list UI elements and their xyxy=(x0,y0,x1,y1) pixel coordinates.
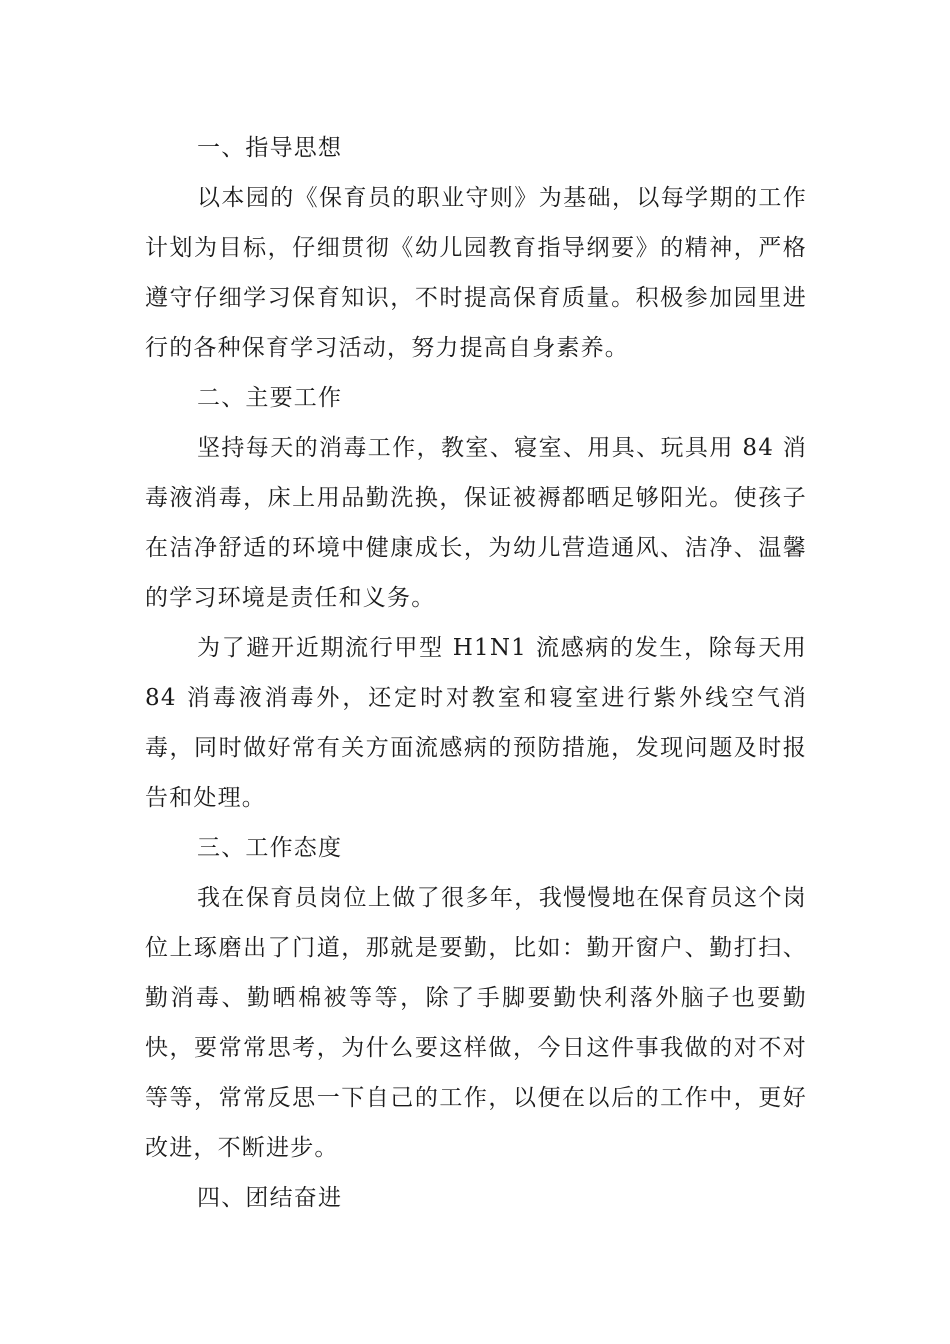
paragraph-disinfection: 坚持每天的消毒工作，教室、寝室、用具、玩具用 84 消毒液消毒，床上用品勤洗换，保证被褥都晒足够阳光。使孩子在洁净舒适的环境中健康成长，为幼儿营造通风、洁净、温馨的学习环境是责任和义务。 xyxy=(145,435,807,611)
section-heading-work-attitude: 三、工作态度 xyxy=(197,835,343,861)
paragraph-work-attitude: 我在保育员岗位上做了很多年，我慢慢地在保育员这个岗位上琢磨出了门道，那就是要勤，比如：勤开窗户、勤打扫、勤消毒、勤晒棉被等等，除了手脚要勤快利落外脑子也要勤快，要常常思考，为什么要这样做，今日这件事我做的对不对等等，常常反思一下自己的工作，以便在以后的工作中，更好改进，不断进步。 xyxy=(145,885,807,1161)
document-body xyxy=(145,123,807,1223)
section-heading-guiding-ideology: 一、指导思想 xyxy=(197,135,343,161)
paragraph-guiding-ideology: 以本园的《保育员的职业守则》为基础，以每学期的工作计划为目标，仔细贯彻《幼儿园教育指导纲要》的精神，严格遵守仔细学习保育知识，不时提高保育质量。积极参加园里进行的各种保育学习活动，努力提高自身素养。 xyxy=(145,185,807,361)
section-heading-unity: 四、团结奋进 xyxy=(197,1185,343,1211)
section-heading-main-work: 二、主要工作 xyxy=(197,385,343,411)
paragraph-flu-prevention: 为了避开近期流行甲型 H1N1 流感病的发生，除每天用 84 消毒液消毒外，还定时对教室和寝室进行紫外线空气消毒，同时做好常有关方面流感病的预防措施，发现问题及时报告和处理。 xyxy=(145,635,807,811)
